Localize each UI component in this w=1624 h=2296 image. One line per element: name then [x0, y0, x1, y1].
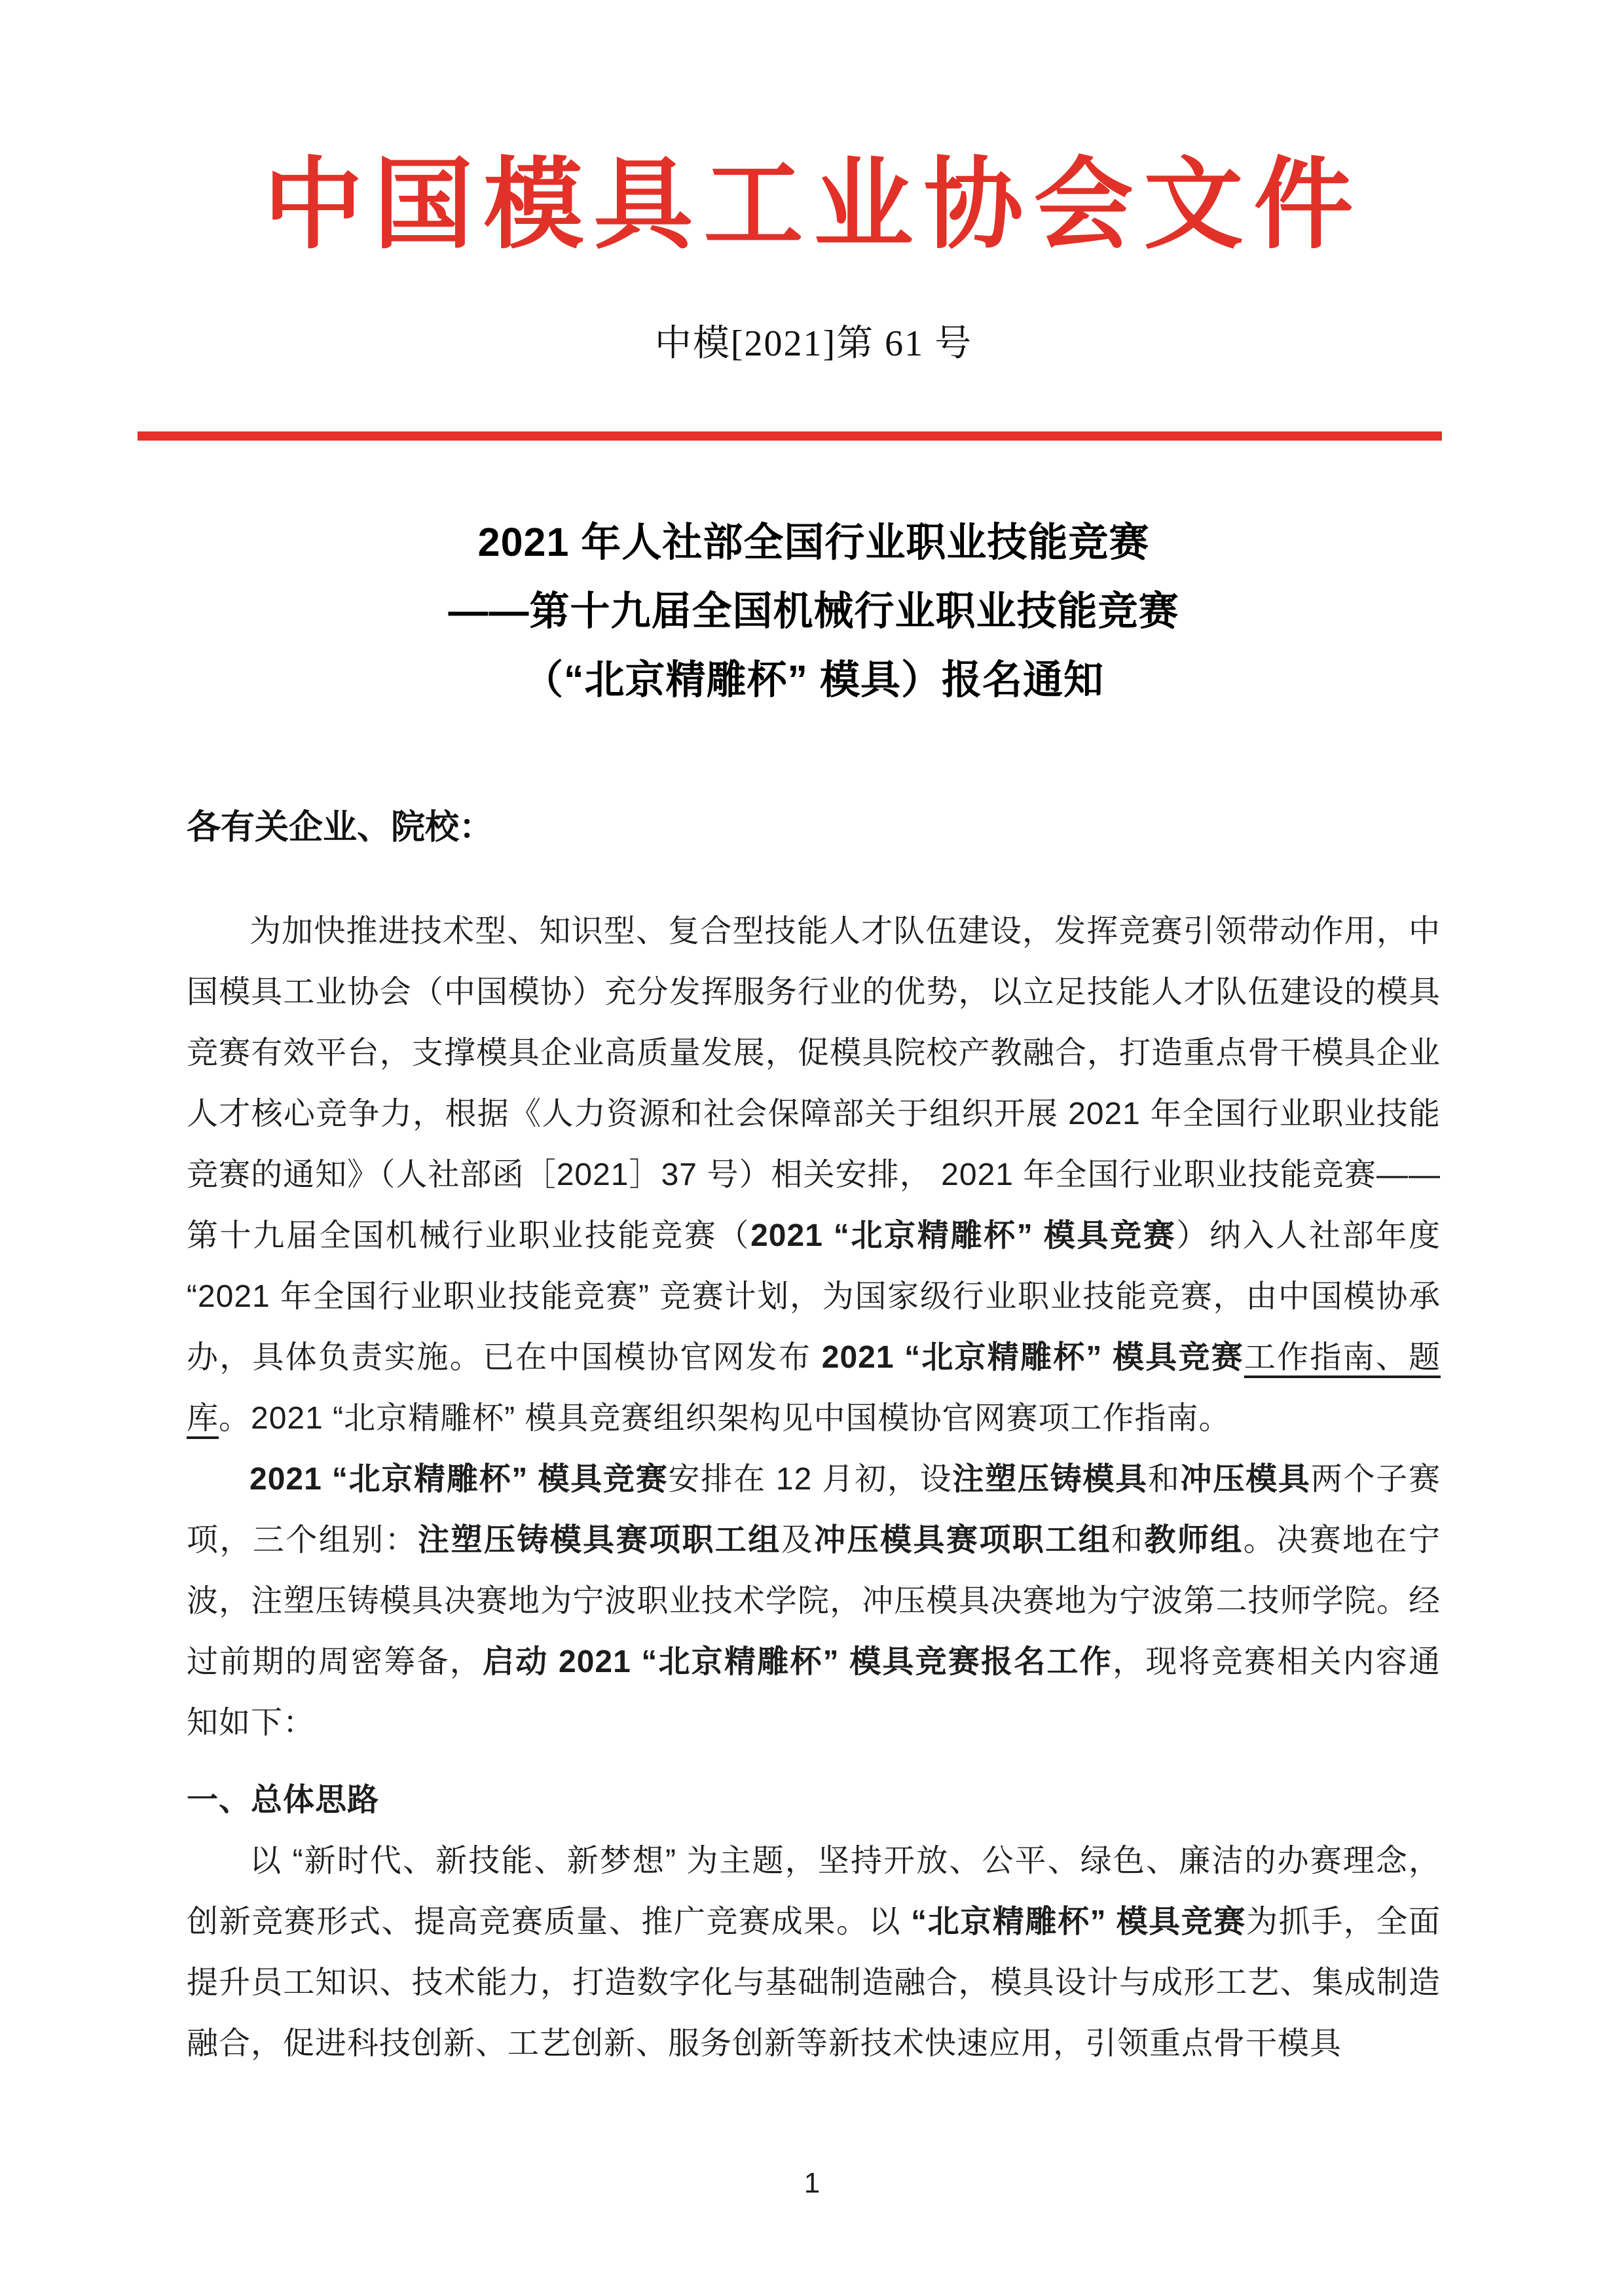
document-title	[187, 508, 1441, 714]
text-run: 一、总体思路	[187, 1782, 380, 1817]
text-run: 以 “新时代、新技能、新梦想” 为主题，坚持开放、公平、绿色、廉洁的办赛理念，创新竞赛形式、提高竞赛质量、推广竞赛成果。以	[187, 1843, 1441, 1939]
text-run: 2021 “北京精雕杯” 模具竞赛	[249, 1461, 669, 1497]
text-run: 和	[1147, 1461, 1181, 1497]
body-text	[187, 901, 1441, 2074]
text-run: 和	[1111, 1522, 1145, 1558]
text-run: 2021 “北京精雕杯” 模具竞赛	[821, 1339, 1244, 1375]
paragraph	[187, 901, 1441, 1449]
paragraph	[187, 1449, 1441, 1753]
text-run: 及	[781, 1522, 815, 1558]
text-run: 冲压模具赛项职工组	[814, 1522, 1112, 1558]
doc-number: 中模[2021]第 61 号	[654, 323, 973, 364]
red-divider-line	[138, 431, 1442, 441]
page-number: 1	[803, 2167, 821, 2199]
text-run: 两个子赛项，三个组别：	[187, 1461, 1441, 1558]
title-line-1: 2021 年人社部全国行业职业技能竞赛	[477, 519, 1150, 564]
text-run: ，现将竞赛相关内容通知如下：	[187, 1644, 1441, 1740]
masthead-title: 中国模具工业协会文件	[263, 151, 1364, 261]
text-run: 。2021 “北京精雕杯” 模具竞赛组织架构见中国模协官网赛项工作指南。	[219, 1400, 1231, 1436]
text-run: 工作指南、题库	[187, 1339, 1441, 1436]
paragraph	[187, 1831, 1441, 2074]
text-run: 安排在 12 月初，设	[668, 1461, 953, 1497]
salutation: 各有关企业、院校：	[187, 808, 494, 847]
text-run: 注塑压铸模具赛项职工组	[418, 1522, 781, 1558]
text-run: ）纳入人社部年度 “2021 年全国行业职业技能竞赛” 竞赛计划，为国家级行业职业技能竞赛，由中国模协承办，具体负责实施。已在中国模协官网发布	[187, 1218, 1441, 1375]
text-run: 。决赛地在宁波，注塑压铸模具决赛地为宁波职业技术学院，冲压模具决赛地为宁波第二技师学院。经过前期的周密筹备，	[187, 1522, 1441, 1679]
title-line-2: ——第十九届全国机械行业职业技能竞赛	[448, 588, 1179, 633]
text-run: 为加快推进技术型、知识型、复合型技能人才队伍建设，发挥竞赛引领带动作用，中国模具工业协会（中国模协）充分发挥服务行业的优势，以立足技能人才队伍建设的模具竞赛有效平台，支撑模具企业高质量发展，促模具院校产教融合，打造重点骨干模具企业人才核心竞争力，根据《人力资源和社会保障部关于组织开展 2021 年全国行业职业技能竞赛的通知》（人社部函［2021］37 号）相关安排， 2021 年全国行业职业技能竞赛——第十九届全国机械行业职业技能竞赛（	[187, 913, 1441, 1253]
text-run: 为抓手，全面提升员工知识、技术能力，打造数字化与基础制造融合，模具设计与成形工艺、集成制造融合，促进科技创新、工艺创新、服务创新等新技术快速应用，引领重点骨干模具	[187, 1904, 1441, 2061]
text-run: 注塑压铸模具	[952, 1461, 1148, 1497]
text-run: 启动 2021 “北京精雕杯” 模具竞赛报名工作	[483, 1644, 1113, 1679]
text-run: 教师组	[1144, 1522, 1244, 1558]
text-run: 2021 “北京精雕杯” 模具竞赛	[750, 1218, 1177, 1253]
text-run: 冲压模具	[1180, 1461, 1311, 1497]
title-line-3: （“北京精雕杯” 模具）报名通知	[523, 657, 1104, 702]
section-heading	[187, 1770, 1441, 1831]
text-run: “北京精雕杯” 模具竞赛	[911, 1904, 1246, 1939]
